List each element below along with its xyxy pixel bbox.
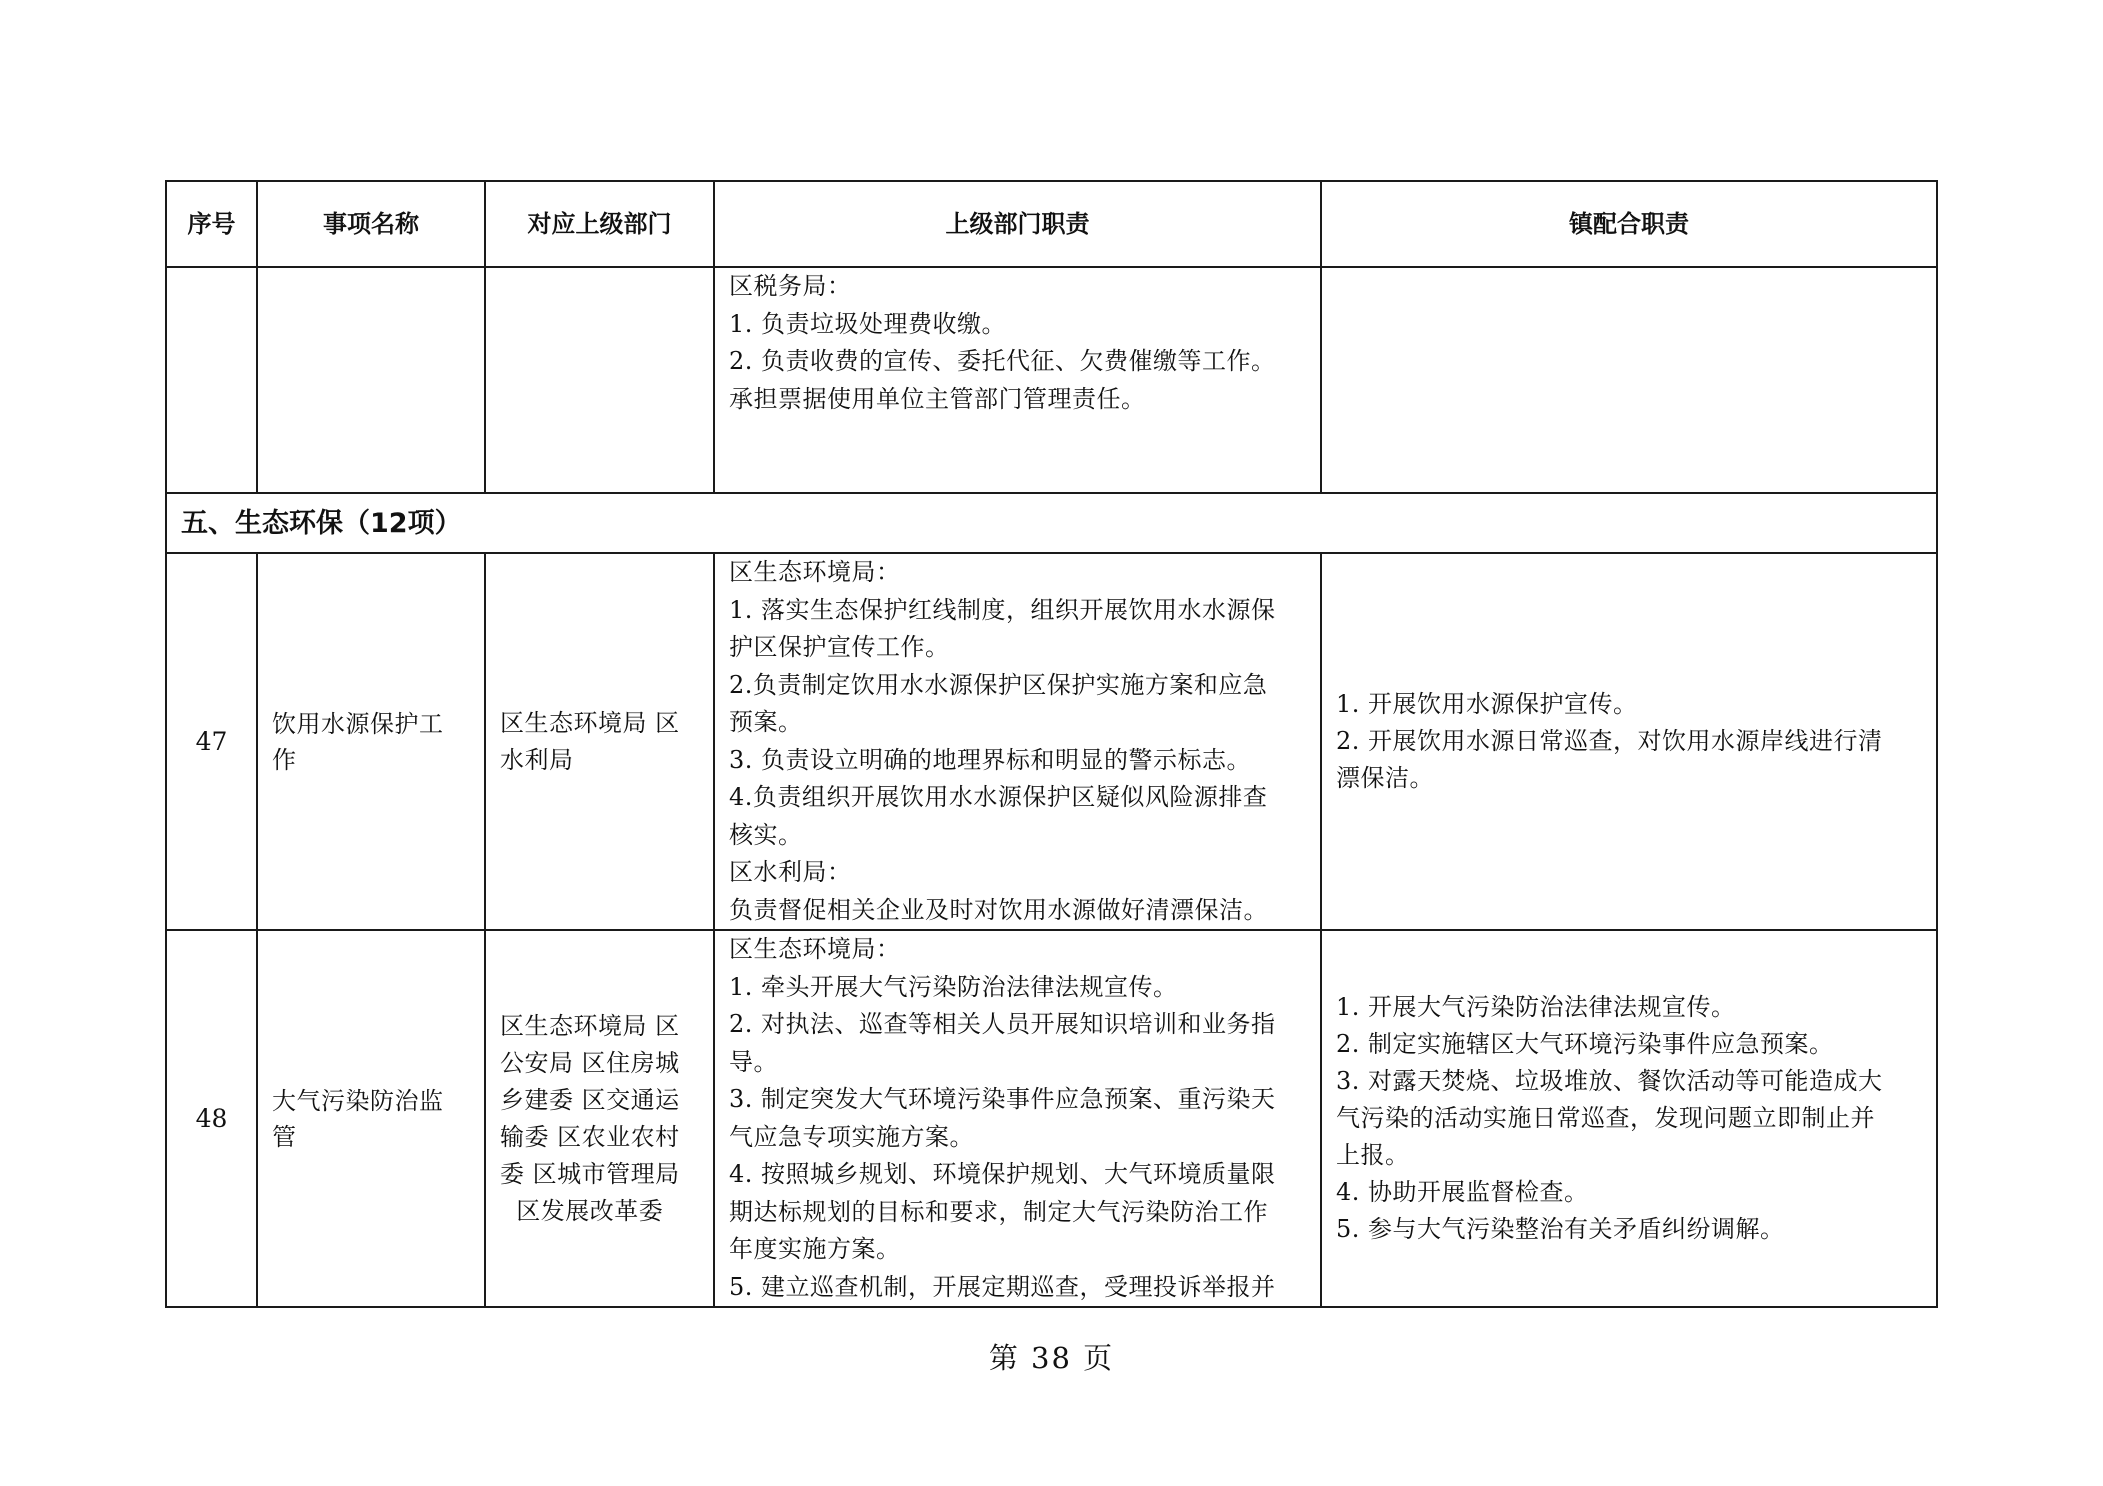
name-line: 大气污染防治监	[272, 1086, 444, 1115]
header-town-duty: 镇配合职责	[1321, 181, 1937, 267]
name-line: 饮用水源保护工	[272, 709, 444, 738]
duty-line: 3. 制定突发大气环境污染事件应急预案、重污染天	[729, 1085, 1276, 1113]
dept-line: 水利局	[500, 745, 574, 774]
cell-town	[1321, 553, 1937, 930]
cell-no: 47	[166, 553, 257, 930]
duties-table	[165, 180, 1938, 1308]
header-superior-dept: 对应上级部门	[485, 181, 714, 267]
cell-dept	[485, 553, 714, 930]
town-line: 4. 协助开展监督检查。	[1336, 1178, 1589, 1206]
duty-line: 3. 负责设立明确的地理界标和明显的警示标志。	[729, 745, 1252, 774]
section-row	[166, 493, 1937, 553]
cell-dept	[485, 930, 714, 1307]
dept-line: 输委 区农业农村	[500, 1122, 680, 1151]
cell-name	[257, 553, 485, 930]
cell-no: 48	[166, 930, 257, 1307]
cell-name	[257, 267, 485, 493]
dept-line: 乡建委 区交通运	[500, 1085, 680, 1114]
duty-line: 4. 按照城乡规划、环境保护规划、大气环境质量限	[729, 1160, 1276, 1188]
duty-line: 5. 建立巡查机制，开展定期巡查，受理投诉举报并	[729, 1272, 1276, 1301]
duty-line: 气应急专项实施方案。	[729, 1122, 974, 1151]
town-line: 1. 开展饮用水源保护宣传。	[1336, 690, 1638, 718]
town-line: 5. 参与大气污染整治有关矛盾纠纷调解。	[1336, 1215, 1785, 1243]
duty-line: 预案。	[729, 708, 803, 736]
duty-line: 1. 落实生态保护红线制度，组织开展饮用水水源保	[729, 595, 1276, 624]
table-row	[166, 553, 1937, 930]
duty-line: 护区保护宣传工作。	[729, 633, 950, 661]
name-line: 作	[272, 745, 297, 774]
cell-no	[166, 267, 257, 493]
cell-duty	[714, 553, 1321, 930]
town-line: 上报。	[1336, 1141, 1410, 1169]
page-number: 第 38 页	[988, 1341, 1115, 1375]
cell-duty	[714, 267, 1321, 493]
header-no: 序号	[166, 181, 257, 267]
duty-line: 核实。	[729, 820, 803, 849]
cell-town	[1321, 267, 1937, 493]
dept-line: 区发展改革委	[500, 1196, 664, 1225]
duty-line: 导。	[729, 1047, 778, 1076]
table-row	[166, 930, 1937, 1307]
name-line: 管	[272, 1122, 297, 1151]
duty-line: 2.负责制定饮用水水源保护区保护实施方案和应急	[729, 670, 1268, 699]
duty-line: 1. 负责垃圾处理费收缴。	[729, 309, 1007, 338]
town-line: 1. 开展大气污染防治法律法规宣传。	[1336, 993, 1736, 1021]
town-line: 漂保洁。	[1336, 764, 1434, 792]
town-line: 2. 开展饮用水源日常巡查，对饮用水源岸线进行清	[1336, 727, 1883, 755]
table-row-continued	[166, 267, 1937, 493]
cell-duty	[714, 930, 1321, 1307]
duty-line: 2. 对执法、巡查等相关人员开展知识培训和业务指	[729, 1010, 1276, 1038]
duty-line: 年度实施方案。	[729, 1235, 901, 1263]
duty-line: 1. 牵头开展大气污染防治法律法规宣传。	[729, 972, 1178, 1001]
duty-line: 区生态环境局：	[729, 935, 901, 963]
cell-name	[257, 930, 485, 1307]
duty-line: 区税务局：	[729, 272, 852, 300]
duty-line: 区生态环境局：	[729, 558, 901, 586]
header-row	[166, 181, 1937, 267]
dept-line: 公安局 区住房城	[500, 1048, 680, 1077]
dept-line: 区生态环境局 区	[500, 1011, 680, 1040]
dept-line: 委 区城市管理局	[500, 1159, 680, 1188]
dept-line: 区生态环境局 区	[500, 708, 680, 737]
town-line: 2. 制定实施辖区大气环境污染事件应急预案。	[1336, 1030, 1834, 1058]
duty-line: 区水利局：	[729, 858, 852, 886]
town-line: 气污染的活动实施日常巡查，发现问题立即制止并	[1336, 1104, 1875, 1132]
duty-line: 期达标规划的目标和要求，制定大气污染防治工作	[729, 1197, 1268, 1226]
cell-town	[1321, 930, 1937, 1307]
cell-dept	[485, 267, 714, 493]
header-item-name: 事项名称	[257, 181, 485, 267]
duty-line: 承担票据使用单位主管部门管理责任。	[729, 384, 1146, 413]
duty-line: 负责督促相关企业及时对饮用水源做好清漂保洁。	[729, 895, 1268, 924]
section-title: 五、生态环保（12项）	[166, 493, 1937, 553]
duty-line: 4.负责组织开展饮用水水源保护区疑似风险源排查	[729, 783, 1268, 811]
header-superior-duty: 上级部门职责	[714, 181, 1321, 267]
town-line: 3. 对露天焚烧、垃圾堆放、餐饮活动等可能造成大	[1336, 1067, 1883, 1095]
duty-line: 2. 负责收费的宣传、委托代征、欠费催缴等工作。	[729, 347, 1276, 375]
